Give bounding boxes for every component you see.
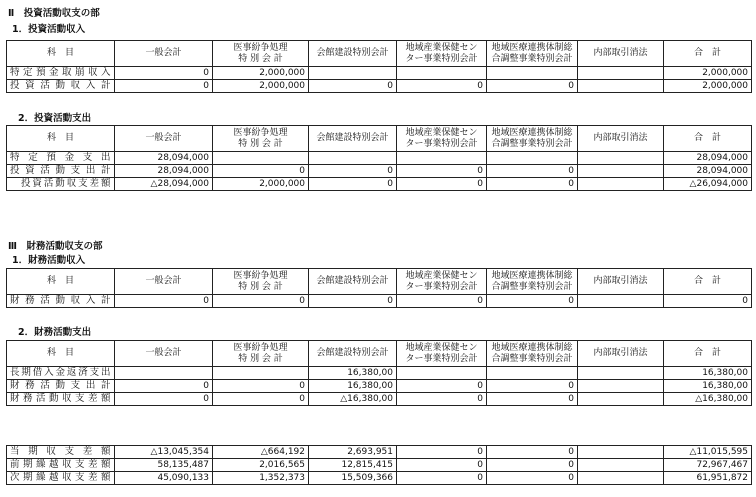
row-label: 投資活動収支差額 — [7, 178, 115, 191]
cell-total: 2,000,000 — [664, 80, 752, 93]
cell-hall: 0 — [309, 295, 397, 308]
cell-hall — [309, 152, 397, 165]
cell-internal — [578, 67, 664, 80]
header-dispute: 医事紛争処理 特 別 会 計 — [213, 41, 309, 67]
cell-general: △28,094,000 — [115, 178, 213, 191]
row-label: 財務活動収支差額 — [7, 393, 115, 406]
table-row — [7, 393, 752, 406]
cell-health: 0 — [397, 393, 487, 406]
header-hall: 会館建設特別会計 — [309, 341, 397, 367]
cell-hall: 2,693,951 — [309, 446, 397, 459]
cell-medical: 0 — [487, 446, 578, 459]
header-dispute: 医事紛争処理 特 別 会 計 — [213, 126, 309, 152]
cell-medical — [487, 67, 578, 80]
table-row — [7, 459, 752, 472]
cell-medical: 0 — [487, 80, 578, 93]
header-item: 科 目 — [7, 269, 115, 295]
cell-total: △26,094,000 — [664, 178, 752, 191]
header-general: 一般会計 — [115, 341, 213, 367]
cell-general: 0 — [115, 295, 213, 308]
cell-health: 0 — [397, 178, 487, 191]
cell-medical: 0 — [487, 165, 578, 178]
row-label: 特定預金支出 — [7, 152, 115, 165]
cell-internal — [578, 472, 664, 485]
row-label: 特定預金取崩収入 — [7, 67, 115, 80]
cell-dispute: 2,000,000 — [213, 178, 309, 191]
cell-internal — [578, 393, 664, 406]
table-row — [7, 152, 752, 165]
header-internal: 内部取引消法 — [578, 341, 664, 367]
cell-health: 0 — [397, 80, 487, 93]
cell-health — [397, 367, 487, 380]
cell-hall: △16,380,00 — [309, 393, 397, 406]
cell-total: 16,380,00 — [664, 367, 752, 380]
cell-hall: 15,509,366 — [309, 472, 397, 485]
cell-hall: 0 — [309, 80, 397, 93]
cell-dispute: 1,352,373 — [213, 472, 309, 485]
cell-total: 72,967,467 — [664, 459, 752, 472]
investing-section-title: Ⅱ 投資活動収支の部 — [8, 8, 100, 19]
cell-general: 45,090,133 — [115, 472, 213, 485]
header-general: 一般会計 — [115, 269, 213, 295]
cell-general: △13,045,354 — [115, 446, 213, 459]
cell-dispute: 0 — [213, 393, 309, 406]
header-medical: 地域医療連携体制総 合調整事業特別会計 — [487, 341, 578, 367]
header-item: 科 目 — [7, 126, 115, 152]
cell-general: 0 — [115, 80, 213, 93]
header-hall: 会館建設特別会計 — [309, 126, 397, 152]
table-row — [7, 367, 752, 380]
header-dispute: 医事紛争処理 特 別 会 計 — [213, 341, 309, 367]
cell-hall: 0 — [309, 165, 397, 178]
cell-dispute: 0 — [213, 380, 309, 393]
header-row — [7, 269, 752, 295]
cell-health: 0 — [397, 459, 487, 472]
row-label: 財務活動支出計 — [7, 380, 115, 393]
header-health: 地域産業保健セン ター事業特別会計 — [397, 341, 487, 367]
cell-dispute: 2,000,000 — [213, 80, 309, 93]
cell-medical: 0 — [487, 459, 578, 472]
header-medical: 地域医療連携体制総 合調整事業特別会計 — [487, 41, 578, 67]
cell-health: 0 — [397, 472, 487, 485]
header-total: 合 計 — [664, 41, 752, 67]
table-row — [7, 178, 752, 191]
table-row — [7, 80, 752, 93]
summary-table — [6, 445, 752, 485]
financing-income-table — [6, 268, 752, 308]
cell-total: 16,380,00 — [664, 380, 752, 393]
table-row — [7, 67, 752, 80]
row-label: 当期収支差額 — [7, 446, 115, 459]
cell-hall: 0 — [309, 178, 397, 191]
header-item: 科 目 — [7, 41, 115, 67]
header-internal: 内部取引消法 — [578, 41, 664, 67]
cell-total: △16,380,00 — [664, 393, 752, 406]
header-general: 一般会計 — [115, 126, 213, 152]
cell-total: 61,951,872 — [664, 472, 752, 485]
cell-hall: 16,380,00 — [309, 380, 397, 393]
cell-health — [397, 152, 487, 165]
cell-medical: 0 — [487, 295, 578, 308]
cell-dispute — [213, 152, 309, 165]
cell-hall: 16,380,00 — [309, 367, 397, 380]
cell-medical: 0 — [487, 393, 578, 406]
cell-dispute: 0 — [213, 165, 309, 178]
table-row — [7, 295, 752, 308]
cell-internal — [578, 446, 664, 459]
header-item: 科 目 — [7, 341, 115, 367]
header-health: 地域産業保健セン ター事業特別会計 — [397, 269, 487, 295]
cell-general: 0 — [115, 67, 213, 80]
header-row — [7, 41, 752, 67]
cell-total: 0 — [664, 295, 752, 308]
financing-income-title: 1．財務活動収入 — [12, 255, 86, 266]
cell-health: 0 — [397, 380, 487, 393]
cell-general: 0 — [115, 393, 213, 406]
cell-hall — [309, 67, 397, 80]
header-health: 地域産業保健セン ター事業特別会計 — [397, 126, 487, 152]
investing-expense-table — [6, 125, 752, 191]
cell-general: 58,135,487 — [115, 459, 213, 472]
cell-dispute — [213, 367, 309, 380]
investing-income-title: 1．投資活動収入 — [12, 24, 86, 35]
cell-internal — [578, 80, 664, 93]
cell-dispute: 2,016,565 — [213, 459, 309, 472]
cell-health: 0 — [397, 446, 487, 459]
cell-dispute: 0 — [213, 295, 309, 308]
cell-medical: 0 — [487, 380, 578, 393]
header-medical: 地域医療連携体制総 合調整事業特別会計 — [487, 126, 578, 152]
row-label: 次期繰越収支差額 — [7, 472, 115, 485]
header-hall: 会館建設特別会計 — [309, 269, 397, 295]
header-dispute: 医事紛争処理 特 別 会 計 — [213, 269, 309, 295]
cell-total: △11,015,595 — [664, 446, 752, 459]
cell-general: 28,094,000 — [115, 152, 213, 165]
cell-internal — [578, 152, 664, 165]
row-label: 投資活動収入計 — [7, 80, 115, 93]
cell-internal — [578, 380, 664, 393]
cell-medical: 0 — [487, 472, 578, 485]
cell-total: 28,094,000 — [664, 165, 752, 178]
header-hall: 会館建設特別会計 — [309, 41, 397, 67]
cell-health: 0 — [397, 295, 487, 308]
header-internal: 内部取引消法 — [578, 269, 664, 295]
cell-internal — [578, 459, 664, 472]
cell-medical — [487, 367, 578, 380]
header-total: 合 計 — [664, 269, 752, 295]
cell-medical — [487, 152, 578, 165]
cell-health — [397, 67, 487, 80]
table-row — [7, 380, 752, 393]
cell-dispute: △664,192 — [213, 446, 309, 459]
row-label: 長期借入金返済支出 — [7, 367, 115, 380]
cell-health: 0 — [397, 165, 487, 178]
table-row — [7, 472, 752, 485]
investing-expense-title: 2．投資活動支出 — [18, 113, 92, 124]
cell-internal — [578, 178, 664, 191]
header-row — [7, 341, 752, 367]
financing-expense-title: 2．財務活動支出 — [18, 327, 92, 338]
financing-expense-table — [6, 340, 752, 406]
table-row — [7, 165, 752, 178]
header-medical: 地域医療連携体制総 合調整事業特別会計 — [487, 269, 578, 295]
header-general: 一般会計 — [115, 41, 213, 67]
row-label: 前期繰越収支差額 — [7, 459, 115, 472]
cell-total: 28,094,000 — [664, 152, 752, 165]
investing-income-table — [6, 40, 752, 93]
cell-general — [115, 367, 213, 380]
header-internal: 内部取引消法 — [578, 126, 664, 152]
cell-internal — [578, 367, 664, 380]
header-total: 合 計 — [664, 126, 752, 152]
cell-internal — [578, 295, 664, 308]
cell-internal — [578, 165, 664, 178]
cell-general: 0 — [115, 380, 213, 393]
cell-dispute: 2,000,000 — [213, 67, 309, 80]
cell-medical: 0 — [487, 178, 578, 191]
table-row — [7, 446, 752, 459]
cell-general: 28,094,000 — [115, 165, 213, 178]
row-label: 投資活動支出計 — [7, 165, 115, 178]
financing-section-title: Ⅲ 財務活動収支の部 — [8, 241, 103, 252]
header-total: 合 計 — [664, 341, 752, 367]
cell-total: 2,000,000 — [664, 67, 752, 80]
header-health: 地域産業保健セン ター事業特別会計 — [397, 41, 487, 67]
row-label: 財務活動収入計 — [7, 295, 115, 308]
cell-hall: 12,815,415 — [309, 459, 397, 472]
header-row — [7, 126, 752, 152]
